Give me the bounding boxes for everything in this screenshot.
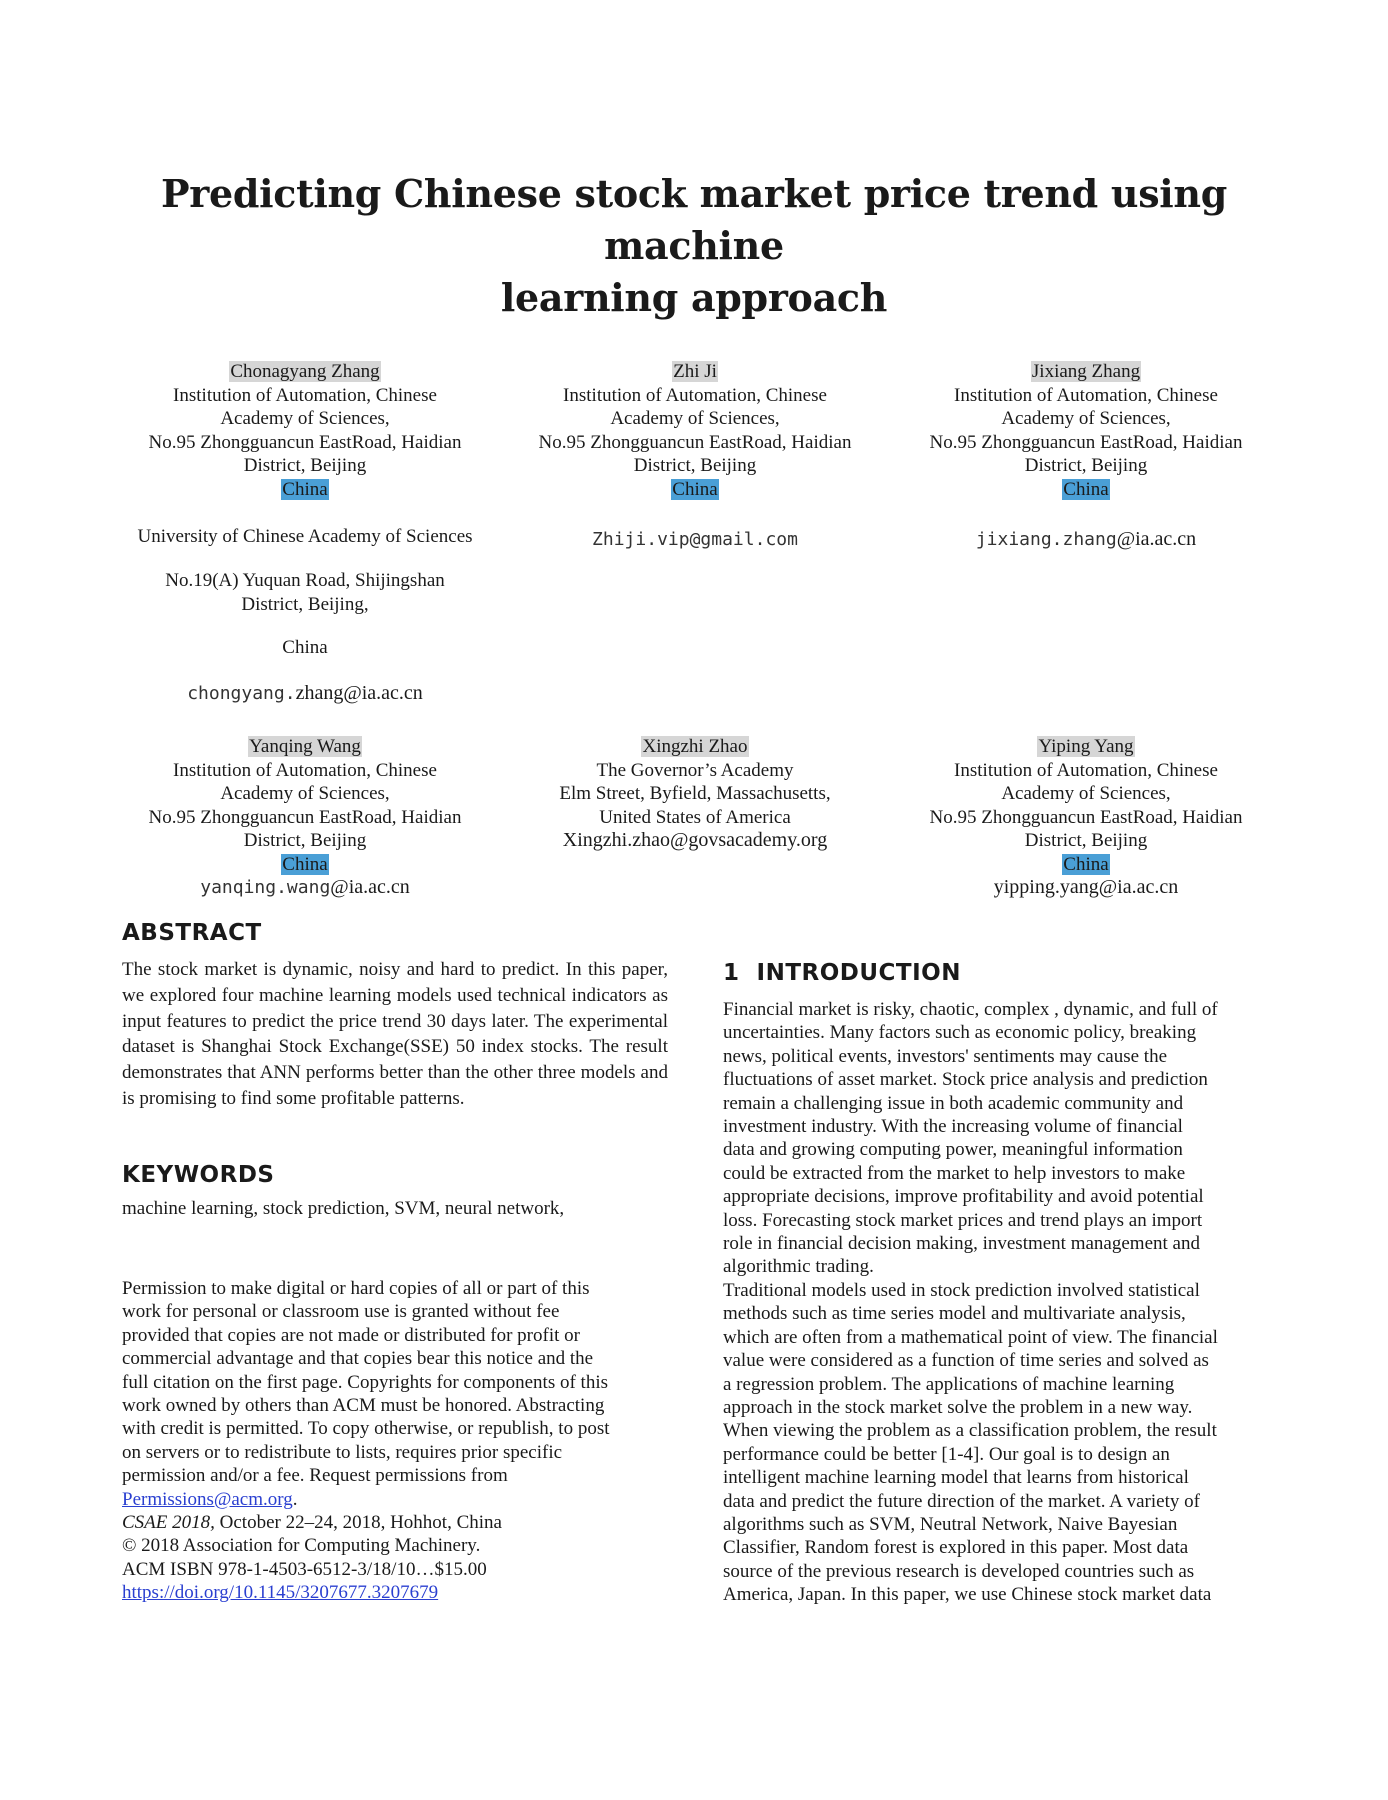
affiliation-line: No.95 Zhongguancun EastRoad, Haidian bbox=[929, 806, 1243, 828]
introduction-text bbox=[723, 998, 1288, 1607]
author-1-second-country bbox=[110, 636, 500, 660]
affiliation-line: Academy of Sciences, bbox=[1001, 408, 1171, 429]
intro-line: When viewing the problem as a classification problem, the result bbox=[723, 1420, 1217, 1442]
conference-details: October 22–24, 2018, Hohhot, China bbox=[214, 1512, 502, 1534]
intro-line: investment industry. With the increasing volume of financial bbox=[723, 1116, 1183, 1138]
email-rest: @ia.ac.cn bbox=[1116, 528, 1197, 550]
email-rest: @ia.ac.cn bbox=[330, 876, 410, 898]
author-block-3 bbox=[891, 360, 1281, 501]
affiliation-line: Institution of Automation, Chinese bbox=[173, 759, 437, 781]
intro-line: approach in the stock market solve the problem in a new way. bbox=[723, 1396, 1193, 1418]
country: China bbox=[1063, 853, 1109, 875]
doi-link[interactable]: https://doi.org/10.1145/3207677.3207679 bbox=[122, 1582, 439, 1604]
permission-line: with credit is permitted. To copy otherwise, or republish, to post bbox=[122, 1418, 610, 1440]
intro-line: algorithms such as SVM, Neutral Network, Naive Bayesian bbox=[723, 1513, 1178, 1535]
affiliation-line: Institution of Automation, Chinese bbox=[173, 384, 437, 406]
intro-line: America, Japan. In this paper, we use Chinese stock market data bbox=[723, 1584, 1212, 1606]
isbn-line: ACM ISBN 978-1-4503-6512-3/18/10…$15.00 bbox=[122, 1558, 487, 1580]
intro-line: value were considered as a function of time series and solved as bbox=[723, 1350, 1209, 1372]
intro-line: remain a challenging issue in both academic community and bbox=[723, 1092, 1184, 1114]
country: China bbox=[672, 478, 718, 500]
author-name: Xingzhi Zhao bbox=[642, 736, 748, 757]
author-name: Yiping Yang bbox=[1038, 736, 1134, 757]
permission-line: commercial advantage and that copies bear this notice and the bbox=[122, 1348, 594, 1370]
intro-line: source of the previous research is developed countries such as bbox=[723, 1560, 1195, 1582]
author-1-email bbox=[110, 682, 500, 706]
affiliation-line: Academy of Sciences, bbox=[220, 408, 390, 429]
author-3-email bbox=[891, 528, 1281, 552]
intro-line: a regression problem. The applications of machine learning bbox=[723, 1373, 1175, 1395]
intro-line: Classifier, Random forest is explored in this paper. Most data bbox=[723, 1537, 1189, 1559]
author-block-6 bbox=[891, 735, 1281, 900]
intro-line: performance could be better [1-4]. Our goal is to design an bbox=[723, 1443, 1170, 1465]
country: China bbox=[282, 478, 328, 500]
permissions-email-link[interactable]: Permissions@acm.org bbox=[122, 1488, 293, 1510]
affiliation-line: Institution of Automation, Chinese bbox=[954, 384, 1218, 406]
author-block-2 bbox=[500, 360, 890, 501]
email-prefix: chongyang. bbox=[187, 683, 296, 704]
author-name: Jixiang Zhang bbox=[1031, 361, 1141, 382]
intro-line: news, political events, investors' sentiments may cause the bbox=[723, 1045, 1168, 1067]
affiliation-line: District, Beijing bbox=[243, 830, 367, 851]
affiliation-line: No.95 Zhongguancun EastRoad, Haidian bbox=[929, 431, 1243, 453]
intro-line: Financial market is risky, chaotic, complex , dynamic, and full of bbox=[723, 999, 1218, 1020]
permission-line: permission and/or a fee. Request permissions from bbox=[122, 1465, 508, 1487]
permission-line: provided that copies are not made or distributed for profit or bbox=[122, 1324, 580, 1346]
abstract-heading: ABSTRACT bbox=[122, 920, 262, 946]
intro-line: loss. Forecasting stock market prices and trend plays an import bbox=[723, 1209, 1203, 1231]
email-prefix: jixiang.zhang bbox=[975, 529, 1117, 550]
author-block-4 bbox=[110, 735, 500, 900]
keywords-heading: KEYWORDS bbox=[122, 1162, 275, 1188]
author-1-second-address bbox=[110, 569, 500, 616]
abstract-text: The stock market is dynamic, noisy and hard to predict. In this paper, we explored four machine learning models used technical indicators as input features to predict the price trend 30 days later. The experimental dataset is Shanghai Stock Exchange(SSE) 50 index stocks. The result demonstrates that ANN performs better than the other three models and is promising to find some profitable patterns. bbox=[122, 959, 668, 1109]
intro-line: algorithmic trading. bbox=[723, 1256, 874, 1278]
intro-line: could be extracted from the market to help investors to make bbox=[723, 1162, 1186, 1184]
author-name: Chonagyang Zhang bbox=[230, 361, 380, 382]
affiliation-line: The Governor’s Academy bbox=[596, 759, 794, 781]
intro-line: fluctuations of asset market. Stock price analysis and prediction bbox=[723, 1069, 1208, 1091]
permissions-email-suffix: . bbox=[292, 1488, 298, 1510]
address-line: District, Beijing, bbox=[241, 593, 369, 615]
permission-line: full citation on the first page. Copyrights for components of this bbox=[122, 1371, 609, 1393]
country: China bbox=[282, 853, 328, 875]
intro-line: methods such as time series model and multivariate analysis, bbox=[723, 1303, 1186, 1325]
keywords-text: machine learning, stock prediction, SVM, neural network, bbox=[122, 1198, 565, 1219]
affiliation-line: University of Chinese Academy of Sciences bbox=[137, 526, 473, 547]
country: China bbox=[282, 637, 328, 658]
author-2-email bbox=[500, 528, 890, 552]
intro-line: Traditional models used in stock prediction involved statistical bbox=[723, 1279, 1200, 1301]
affiliation-line: No.95 Zhongguancun EastRoad, Haidian bbox=[148, 806, 462, 828]
intro-line: which are often from a mathematical point of view. The financial bbox=[723, 1326, 1218, 1348]
author-1-second-affiliation bbox=[110, 525, 500, 549]
author-block-1 bbox=[110, 360, 500, 501]
paper-title bbox=[100, 168, 1288, 324]
intro-line: intelligent machine learning model that learns from historical bbox=[723, 1467, 1189, 1489]
email: yipping.yang@ia.ac.cn bbox=[993, 876, 1179, 898]
intro-line: uncertainties. Many factors such as economic policy, breaking bbox=[723, 1022, 1197, 1044]
country: China bbox=[1063, 478, 1109, 500]
permission-line: work owned by others than ACM must be honored. Abstracting bbox=[122, 1395, 605, 1417]
affiliation-line: Elm Street, Byfield, Massachusetts, bbox=[559, 783, 831, 804]
affiliation-line: Academy of Sciences, bbox=[1001, 783, 1171, 804]
section-number: 1 bbox=[723, 960, 740, 986]
email: Xingzhi.zhao@govsacademy.org bbox=[562, 829, 828, 851]
section-title: INTRODUCTION bbox=[756, 960, 961, 986]
permission-line: work for personal or classroom use is granted without fee bbox=[122, 1301, 560, 1323]
title-line-2: learning approach bbox=[500, 275, 888, 320]
permission-line: Permission to make digital or hard copies of all or part of this bbox=[122, 1278, 590, 1299]
title-line-1: Predicting Chinese stock market price trend using machine bbox=[160, 171, 1228, 268]
affiliation-line: District, Beijing bbox=[1024, 830, 1148, 851]
intro-line: data and predict the future direction of the market. A variety of bbox=[723, 1490, 1200, 1512]
author-block-5 bbox=[500, 735, 890, 853]
email-prefix: yanqing.wang bbox=[200, 877, 331, 898]
affiliation-line: United States of America bbox=[599, 806, 791, 828]
affiliation-line: District, Beijing bbox=[1024, 455, 1148, 476]
copyright-line: © 2018 Association for Computing Machinery. bbox=[122, 1535, 481, 1557]
address-line: No.19(A) Yuquan Road, Shijingshan bbox=[165, 570, 445, 591]
author-name: Zhi Ji bbox=[673, 361, 717, 382]
conference-name: CSAE 2018, bbox=[122, 1512, 215, 1534]
affiliation-line: Academy of Sciences, bbox=[610, 408, 780, 429]
affiliation-line: Academy of Sciences, bbox=[220, 783, 390, 804]
introduction-heading bbox=[723, 960, 961, 986]
affiliation-line: District, Beijing bbox=[243, 455, 367, 476]
intro-line: data and growing computing power, meaningful information bbox=[723, 1139, 1183, 1161]
intro-line: role in financial decision making, investment management and bbox=[723, 1233, 1200, 1255]
affiliation-line: Institution of Automation, Chinese bbox=[954, 759, 1218, 781]
affiliation-line: Institution of Automation, Chinese bbox=[563, 384, 827, 406]
intro-line: appropriate decisions, improve profitability and avoid potential bbox=[723, 1186, 1204, 1208]
affiliation-line: District, Beijing bbox=[633, 455, 757, 476]
permission-block bbox=[122, 1277, 682, 1605]
email-rest: zhang@ia.ac.cn bbox=[295, 682, 423, 704]
email: Zhiji.vip@gmail.com bbox=[592, 529, 798, 550]
affiliation-line: No.95 Zhongguancun EastRoad, Haidian bbox=[148, 431, 462, 453]
affiliation-line: No.95 Zhongguancun EastRoad, Haidian bbox=[538, 431, 852, 453]
author-name: Yanqing Wang bbox=[249, 736, 361, 757]
permission-line: on servers or to redistribute to lists, requires prior specific bbox=[122, 1441, 563, 1463]
